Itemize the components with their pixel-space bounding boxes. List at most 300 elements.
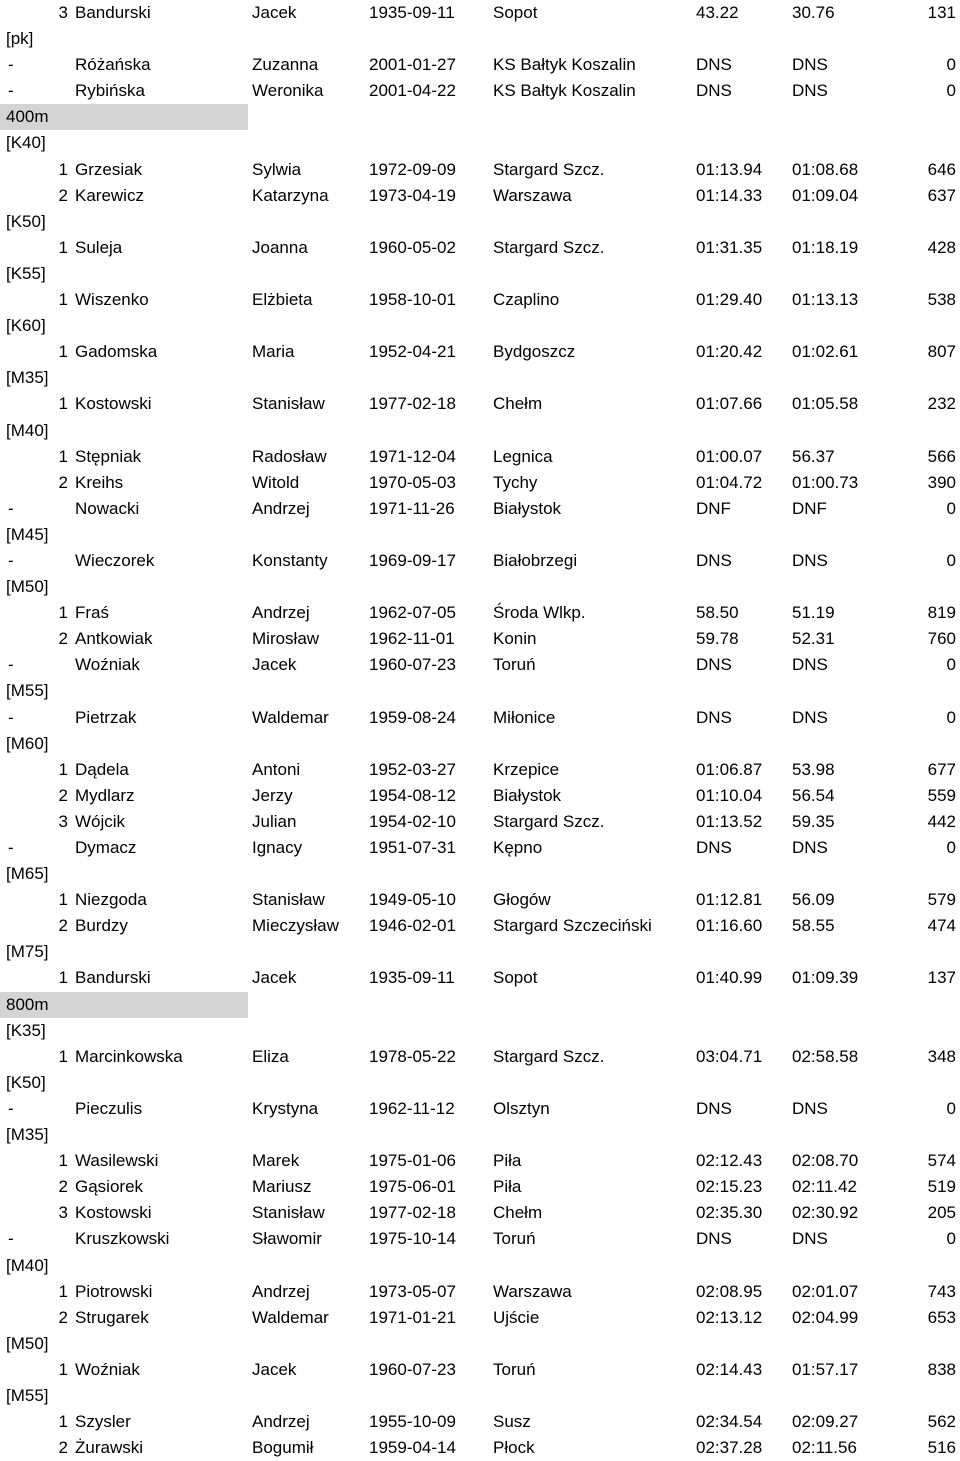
last-name-cell: Kruszkowski bbox=[75, 1229, 170, 1249]
points-cell: 0 bbox=[946, 550, 956, 570]
place-cell: - bbox=[8, 81, 14, 101]
club-cell: Susz bbox=[493, 1412, 531, 1432]
points-cell: 232 bbox=[927, 394, 956, 414]
first-name-cell: Andrzej bbox=[252, 603, 310, 623]
adjusted-time-cell: DNS bbox=[792, 838, 828, 857]
birth-date-cell: 1973-05-07 bbox=[369, 1281, 456, 1301]
birth-date-cell: 1954-02-10 bbox=[369, 811, 456, 831]
adjusted-time-cell: 01:09.39 bbox=[792, 968, 859, 988]
last-name-cell: Gąsiorek bbox=[75, 1177, 144, 1197]
category-header-row bbox=[0, 1383, 960, 1409]
place-cell: 2 bbox=[58, 1177, 68, 1197]
club-cell: KS Bałtyk Koszalin bbox=[493, 81, 636, 101]
place-cell: 1 bbox=[58, 159, 68, 179]
first-name-cell: Konstanty bbox=[252, 550, 328, 570]
place-cell: - bbox=[8, 55, 14, 75]
club-cell: Głogów bbox=[493, 890, 551, 910]
birth-date-cell: 1959-04-14 bbox=[369, 1438, 456, 1458]
adjusted-time-cell: 30.76 bbox=[792, 3, 835, 22]
club-cell: Białystok bbox=[493, 785, 562, 805]
place-cell: - bbox=[8, 550, 14, 570]
first-name-cell: Jacek bbox=[252, 655, 297, 675]
time-cell: 01:16.60 bbox=[696, 916, 763, 936]
event-name: 400m bbox=[6, 107, 49, 127]
table-row bbox=[0, 0, 960, 26]
place-cell: 2 bbox=[58, 185, 68, 205]
category-label: [K55] bbox=[6, 263, 46, 283]
points-cell: 819 bbox=[927, 603, 956, 623]
birth-date-cell: 2001-04-22 bbox=[369, 81, 456, 101]
adjusted-time-cell: DNS bbox=[792, 81, 828, 101]
place-cell: 2 bbox=[58, 1438, 68, 1458]
points-cell: 428 bbox=[927, 237, 956, 257]
table-row bbox=[0, 809, 960, 835]
first-name-cell: Maria bbox=[252, 342, 295, 362]
first-name-cell: Elżbieta bbox=[252, 290, 313, 310]
first-name-cell: Andrzej bbox=[252, 1281, 310, 1301]
club-cell: Legnica bbox=[493, 446, 553, 466]
first-name-cell: Jacek bbox=[252, 3, 297, 22]
time-cell: 01:14.33 bbox=[696, 185, 763, 205]
time-cell: 02:13.12 bbox=[696, 1307, 763, 1327]
birth-date-cell: 1973-04-19 bbox=[369, 185, 456, 205]
table-row bbox=[0, 339, 960, 365]
club-cell: Płock bbox=[493, 1438, 535, 1458]
time-cell: DNS bbox=[696, 81, 732, 101]
birth-date-cell: 1977-02-18 bbox=[369, 1203, 456, 1223]
birth-date-cell: 1969-09-17 bbox=[369, 550, 456, 570]
last-name-cell: Wójcik bbox=[75, 811, 126, 831]
birth-date-cell: 1962-07-05 bbox=[369, 603, 456, 623]
place-cell: 1 bbox=[58, 890, 68, 910]
table-row bbox=[0, 1200, 960, 1226]
points-cell: 0 bbox=[946, 1098, 956, 1118]
first-name-cell: Bogumił bbox=[252, 1438, 314, 1458]
club-cell: Chełm bbox=[493, 394, 543, 414]
birth-date-cell: 1971-11-26 bbox=[369, 498, 455, 518]
adjusted-time-cell: 01:09.04 bbox=[792, 185, 859, 205]
first-name-cell: Julian bbox=[252, 811, 297, 831]
event-name: 800m bbox=[6, 994, 49, 1014]
points-cell: 519 bbox=[927, 1177, 956, 1197]
category-label: [M50] bbox=[6, 577, 49, 597]
adjusted-time-cell: 56.54 bbox=[792, 785, 835, 805]
time-cell: DNF bbox=[696, 498, 731, 518]
birth-date-cell: 2001-01-27 bbox=[369, 55, 456, 75]
last-name-cell: Bandurski bbox=[75, 3, 151, 22]
category-header-row bbox=[0, 939, 960, 965]
points-cell: 677 bbox=[927, 759, 956, 779]
points-cell: 743 bbox=[927, 1281, 956, 1301]
time-cell: 03:04.71 bbox=[696, 1046, 763, 1066]
points-cell: 637 bbox=[927, 185, 956, 205]
table-row bbox=[0, 1044, 960, 1070]
last-name-cell: Nowacki bbox=[75, 498, 140, 518]
time-cell: 01:00.07 bbox=[696, 446, 763, 466]
club-cell: Tychy bbox=[493, 472, 538, 492]
birth-date-cell: 1960-05-02 bbox=[369, 237, 456, 257]
category-label: [M50] bbox=[6, 1333, 49, 1353]
points-cell: 390 bbox=[927, 472, 956, 492]
birth-date-cell: 1962-11-01 bbox=[369, 629, 455, 649]
adjusted-time-cell: 02:11.56 bbox=[792, 1438, 857, 1458]
points-cell: 579 bbox=[927, 890, 956, 910]
points-cell: 0 bbox=[946, 838, 956, 857]
first-name-cell: Radosław bbox=[252, 446, 327, 466]
time-cell: DNS bbox=[696, 838, 732, 857]
category-label: [K40] bbox=[6, 133, 46, 153]
place-cell: - bbox=[8, 1098, 14, 1118]
category-label: [M65] bbox=[6, 864, 49, 884]
category-label: [M75] bbox=[6, 942, 49, 962]
category-header-row bbox=[0, 574, 960, 600]
adjusted-time-cell: 59.35 bbox=[792, 811, 835, 831]
last-name-cell: Kostowski bbox=[75, 394, 152, 414]
club-cell: Warszawa bbox=[493, 1281, 572, 1301]
last-name-cell: Bandurski bbox=[75, 968, 151, 988]
event-header-row bbox=[0, 104, 960, 130]
first-name-cell: Stanisław bbox=[252, 890, 325, 910]
adjusted-time-cell: DNF bbox=[792, 498, 827, 518]
birth-date-cell: 1960-07-23 bbox=[369, 655, 456, 675]
table-row bbox=[0, 887, 960, 913]
adjusted-time-cell: 02:11.42 bbox=[792, 1177, 857, 1197]
adjusted-time-cell: 01:13.13 bbox=[792, 290, 859, 310]
table-row bbox=[0, 1409, 960, 1435]
last-name-cell: Kostowski bbox=[75, 1203, 152, 1223]
adjusted-time-cell: 02:30.92 bbox=[792, 1203, 859, 1223]
category-label: [M35] bbox=[6, 1125, 49, 1145]
category-header-row bbox=[0, 1253, 960, 1279]
time-cell: 01:29.40 bbox=[696, 290, 763, 310]
adjusted-time-cell: 52.31 bbox=[792, 629, 835, 649]
first-name-cell: Sławomir bbox=[252, 1229, 322, 1249]
first-name-cell: Jacek bbox=[252, 1359, 297, 1379]
event-header-row bbox=[0, 992, 960, 1018]
first-name-cell: Waldemar bbox=[252, 707, 329, 727]
adjusted-time-cell: DNS bbox=[792, 1098, 828, 1118]
first-name-cell: Joanna bbox=[252, 237, 308, 257]
last-name-cell: Woźniak bbox=[75, 655, 140, 675]
points-cell: 0 bbox=[946, 1229, 956, 1249]
points-cell: 131 bbox=[927, 3, 956, 22]
club-cell: Olsztyn bbox=[493, 1098, 550, 1118]
adjusted-time-cell: 56.37 bbox=[792, 446, 835, 466]
last-name-cell: Dymacz bbox=[75, 838, 137, 857]
last-name-cell: Szysler bbox=[75, 1412, 131, 1432]
place-cell: 1 bbox=[58, 759, 68, 779]
first-name-cell: Stanisław bbox=[252, 394, 325, 414]
time-cell: 02:08.95 bbox=[696, 1281, 763, 1301]
adjusted-time-cell: 58.55 bbox=[792, 916, 835, 936]
last-name-cell: Dądela bbox=[75, 759, 129, 779]
club-cell: Warszawa bbox=[493, 185, 572, 205]
time-cell: 01:13.94 bbox=[696, 159, 763, 179]
points-cell: 516 bbox=[927, 1438, 956, 1458]
place-cell: 3 bbox=[58, 3, 68, 22]
time-cell: 01:10.04 bbox=[696, 785, 763, 805]
category-label: [K35] bbox=[6, 1020, 46, 1040]
last-name-cell: Stępniak bbox=[75, 446, 142, 466]
time-cell: DNS bbox=[696, 1229, 732, 1249]
points-cell: 838 bbox=[927, 1359, 956, 1379]
time-cell: 02:14.43 bbox=[696, 1359, 763, 1379]
time-cell: DNS bbox=[696, 550, 732, 570]
category-header-row bbox=[0, 365, 960, 391]
time-cell: 01:20.42 bbox=[696, 342, 763, 362]
adjusted-time-cell: 01:05.58 bbox=[792, 394, 859, 414]
adjusted-time-cell: DNS bbox=[792, 1229, 828, 1249]
points-cell: 646 bbox=[927, 159, 956, 179]
club-cell: Piła bbox=[493, 1177, 522, 1197]
birth-date-cell: 1975-06-01 bbox=[369, 1177, 456, 1197]
club-cell: Toruń bbox=[493, 655, 536, 675]
time-cell: 01:12.81 bbox=[696, 890, 763, 910]
last-name-cell: Grzesiak bbox=[75, 159, 143, 179]
club-cell: Sopot bbox=[493, 3, 538, 22]
adjusted-time-cell: 01:18.19 bbox=[792, 237, 859, 257]
first-name-cell: Witold bbox=[252, 472, 300, 492]
first-name-cell: Sylwia bbox=[252, 159, 302, 179]
time-cell: DNS bbox=[696, 1098, 732, 1118]
adjusted-time-cell: 01:02.61 bbox=[792, 342, 859, 362]
table-row bbox=[0, 1357, 960, 1383]
club-cell: Toruń bbox=[493, 1359, 536, 1379]
points-cell: 474 bbox=[927, 916, 956, 936]
birth-date-cell: 1972-09-09 bbox=[369, 159, 456, 179]
category-label: [M40] bbox=[6, 420, 49, 440]
club-cell: Stargard Szczeciński bbox=[493, 916, 652, 936]
adjusted-time-cell: 01:57.17 bbox=[792, 1359, 859, 1379]
club-cell: Stargard Szcz. bbox=[493, 1046, 605, 1066]
first-name-cell: Stanisław bbox=[252, 1203, 325, 1223]
points-cell: 559 bbox=[927, 785, 956, 805]
category-label: [M55] bbox=[6, 1385, 49, 1405]
adjusted-time-cell: 53.98 bbox=[792, 759, 835, 779]
club-cell: Stargard Szcz. bbox=[493, 811, 605, 831]
place-cell: - bbox=[8, 838, 14, 857]
place-cell: - bbox=[8, 1229, 14, 1249]
adjusted-time-cell: 02:58.58 bbox=[792, 1046, 859, 1066]
table-row bbox=[0, 496, 960, 522]
table-row bbox=[0, 965, 960, 991]
category-label: [pk] bbox=[6, 29, 34, 49]
time-cell: 01:13.52 bbox=[696, 811, 763, 831]
points-cell: 574 bbox=[927, 1151, 956, 1171]
last-name-cell: Kreihs bbox=[75, 472, 124, 492]
table-row bbox=[0, 705, 960, 731]
time-cell: 01:07.66 bbox=[696, 394, 763, 414]
category-label: [K50] bbox=[6, 1072, 46, 1092]
table-row bbox=[0, 52, 960, 78]
birth-date-cell: 1960-07-23 bbox=[369, 1359, 456, 1379]
time-cell: 43.22 bbox=[696, 3, 739, 22]
club-cell: Kępno bbox=[493, 838, 543, 857]
table-row bbox=[0, 626, 960, 652]
birth-date-cell: 1975-10-14 bbox=[369, 1229, 456, 1249]
time-cell: DNS bbox=[696, 655, 732, 675]
birth-date-cell: 1962-11-12 bbox=[369, 1098, 455, 1118]
birth-date-cell: 1958-10-01 bbox=[369, 290, 456, 310]
category-label: [M35] bbox=[6, 368, 49, 388]
adjusted-time-cell: 01:00.73 bbox=[792, 472, 859, 492]
table-row bbox=[0, 287, 960, 313]
table-row bbox=[0, 783, 960, 809]
table-row bbox=[0, 1279, 960, 1305]
birth-date-cell: 1935-09-11 bbox=[369, 3, 455, 22]
last-name-cell: Gadomska bbox=[75, 342, 158, 362]
first-name-cell: Antoni bbox=[252, 759, 301, 779]
time-cell: 02:35.30 bbox=[696, 1203, 763, 1223]
adjusted-time-cell: 56.09 bbox=[792, 890, 835, 910]
adjusted-time-cell: 02:01.07 bbox=[792, 1281, 859, 1301]
first-name-cell: Mirosław bbox=[252, 629, 320, 649]
category-header-row bbox=[0, 26, 960, 52]
time-cell: 02:34.54 bbox=[696, 1412, 763, 1432]
birth-date-cell: 1975-01-06 bbox=[369, 1151, 456, 1171]
place-cell: 2 bbox=[58, 785, 68, 805]
first-name-cell: Mariusz bbox=[252, 1177, 312, 1197]
table-row bbox=[0, 757, 960, 783]
table-row bbox=[0, 1226, 960, 1252]
place-cell: 1 bbox=[58, 968, 68, 988]
time-cell: DNS bbox=[696, 707, 732, 727]
place-cell: 1 bbox=[58, 603, 68, 623]
club-cell: Krzepice bbox=[493, 759, 560, 779]
birth-date-cell: 1978-05-22 bbox=[369, 1046, 456, 1066]
club-cell: Czaplino bbox=[493, 290, 560, 310]
category-header-row bbox=[0, 861, 960, 887]
last-name-cell: Burdzy bbox=[75, 916, 128, 936]
club-cell: Sopot bbox=[493, 968, 538, 988]
table-row bbox=[0, 1174, 960, 1200]
points-cell: 538 bbox=[927, 290, 956, 310]
last-name-cell: Piotrowski bbox=[75, 1281, 153, 1301]
points-cell: 442 bbox=[927, 811, 956, 831]
category-header-row bbox=[0, 522, 960, 548]
points-cell: 566 bbox=[927, 446, 956, 466]
club-cell: Konin bbox=[493, 629, 537, 649]
table-row bbox=[0, 652, 960, 678]
first-name-cell: Mieczysław bbox=[252, 916, 339, 936]
last-name-cell: Różańska bbox=[75, 55, 151, 75]
points-cell: 0 bbox=[946, 498, 956, 518]
club-cell: Bydgoszcz bbox=[493, 342, 576, 362]
place-cell: 1 bbox=[58, 1359, 68, 1379]
club-cell: Białobrzegi bbox=[493, 550, 578, 570]
adjusted-time-cell: 02:04.99 bbox=[792, 1307, 859, 1327]
time-cell: 01:06.87 bbox=[696, 759, 763, 779]
time-cell: DNS bbox=[696, 55, 732, 75]
last-name-cell: Niezgoda bbox=[75, 890, 147, 910]
points-cell: 0 bbox=[946, 55, 956, 75]
place-cell: 3 bbox=[58, 1203, 68, 1223]
points-cell: 562 bbox=[927, 1412, 956, 1432]
category-header-row bbox=[0, 678, 960, 704]
category-header-row bbox=[0, 418, 960, 444]
first-name-cell: Andrzej bbox=[252, 1412, 310, 1432]
place-cell: - bbox=[8, 707, 14, 727]
table-row bbox=[0, 1305, 960, 1331]
points-cell: 807 bbox=[927, 342, 956, 362]
place-cell: 1 bbox=[58, 394, 68, 414]
time-cell: 01:31.35 bbox=[696, 237, 763, 257]
place-cell: 2 bbox=[58, 629, 68, 649]
first-name-cell: Ignacy bbox=[252, 838, 303, 857]
time-cell: 02:15.23 bbox=[696, 1177, 763, 1197]
birth-date-cell: 1952-04-21 bbox=[369, 342, 456, 362]
first-name-cell: Zuzanna bbox=[252, 55, 319, 75]
category-header-row bbox=[0, 1070, 960, 1096]
table-row bbox=[0, 1096, 960, 1122]
category-label: [M55] bbox=[6, 681, 49, 701]
birth-date-cell: 1935-09-11 bbox=[369, 968, 455, 988]
place-cell: 2 bbox=[58, 916, 68, 936]
birth-date-cell: 1955-10-09 bbox=[369, 1412, 456, 1432]
table-row bbox=[0, 470, 960, 496]
place-cell: - bbox=[8, 655, 14, 675]
club-cell: KS Bałtyk Koszalin bbox=[493, 55, 636, 75]
points-cell: 0 bbox=[946, 655, 956, 675]
last-name-cell: Fraś bbox=[75, 603, 109, 623]
points-cell: 653 bbox=[927, 1307, 956, 1327]
birth-date-cell: 1946-02-01 bbox=[369, 916, 456, 936]
points-cell: 205 bbox=[927, 1203, 956, 1223]
adjusted-time-cell: 02:09.27 bbox=[792, 1412, 859, 1432]
club-cell: Stargard Szcz. bbox=[493, 159, 605, 179]
club-cell: Białystok bbox=[493, 498, 562, 518]
table-row bbox=[0, 444, 960, 470]
category-header-row bbox=[0, 209, 960, 235]
last-name-cell: Żurawski bbox=[75, 1438, 144, 1458]
points-cell: 137 bbox=[927, 968, 956, 988]
last-name-cell: Wieczorek bbox=[75, 550, 155, 570]
table-row bbox=[0, 183, 960, 209]
birth-date-cell: 1951-07-31 bbox=[369, 838, 456, 857]
category-header-row bbox=[0, 731, 960, 757]
first-name-cell: Krystyna bbox=[252, 1098, 319, 1118]
birth-date-cell: 1954-08-12 bbox=[369, 785, 456, 805]
place-cell: 1 bbox=[58, 342, 68, 362]
club-cell: Ujście bbox=[493, 1307, 540, 1327]
birth-date-cell: 1949-05-10 bbox=[369, 890, 456, 910]
time-cell: 59.78 bbox=[696, 629, 739, 649]
club-cell: Środa Wlkp. bbox=[493, 603, 586, 623]
adjusted-time-cell: DNS bbox=[792, 707, 828, 727]
first-name-cell: Weronika bbox=[252, 81, 324, 101]
table-row bbox=[0, 1435, 960, 1461]
place-cell: 2 bbox=[58, 472, 68, 492]
points-cell: 348 bbox=[927, 1046, 956, 1066]
adjusted-time-cell: 01:08.68 bbox=[792, 159, 859, 179]
category-header-row bbox=[0, 261, 960, 287]
table-row bbox=[0, 600, 960, 626]
club-cell: Chełm bbox=[493, 1203, 543, 1223]
table-row bbox=[0, 835, 960, 861]
birth-date-cell: 1971-12-04 bbox=[369, 446, 456, 466]
place-cell: 1 bbox=[58, 290, 68, 310]
points-cell: 760 bbox=[927, 629, 956, 649]
category-label: [M45] bbox=[6, 524, 49, 544]
last-name-cell: Suleja bbox=[75, 237, 123, 257]
club-cell: Stargard Szcz. bbox=[493, 237, 605, 257]
adjusted-time-cell: DNS bbox=[792, 550, 828, 570]
birth-date-cell: 1977-02-18 bbox=[369, 394, 456, 414]
last-name-cell: Karewicz bbox=[75, 185, 144, 205]
last-name-cell: Wasilewski bbox=[75, 1151, 159, 1171]
category-header-row bbox=[0, 313, 960, 339]
category-header-row bbox=[0, 1018, 960, 1044]
